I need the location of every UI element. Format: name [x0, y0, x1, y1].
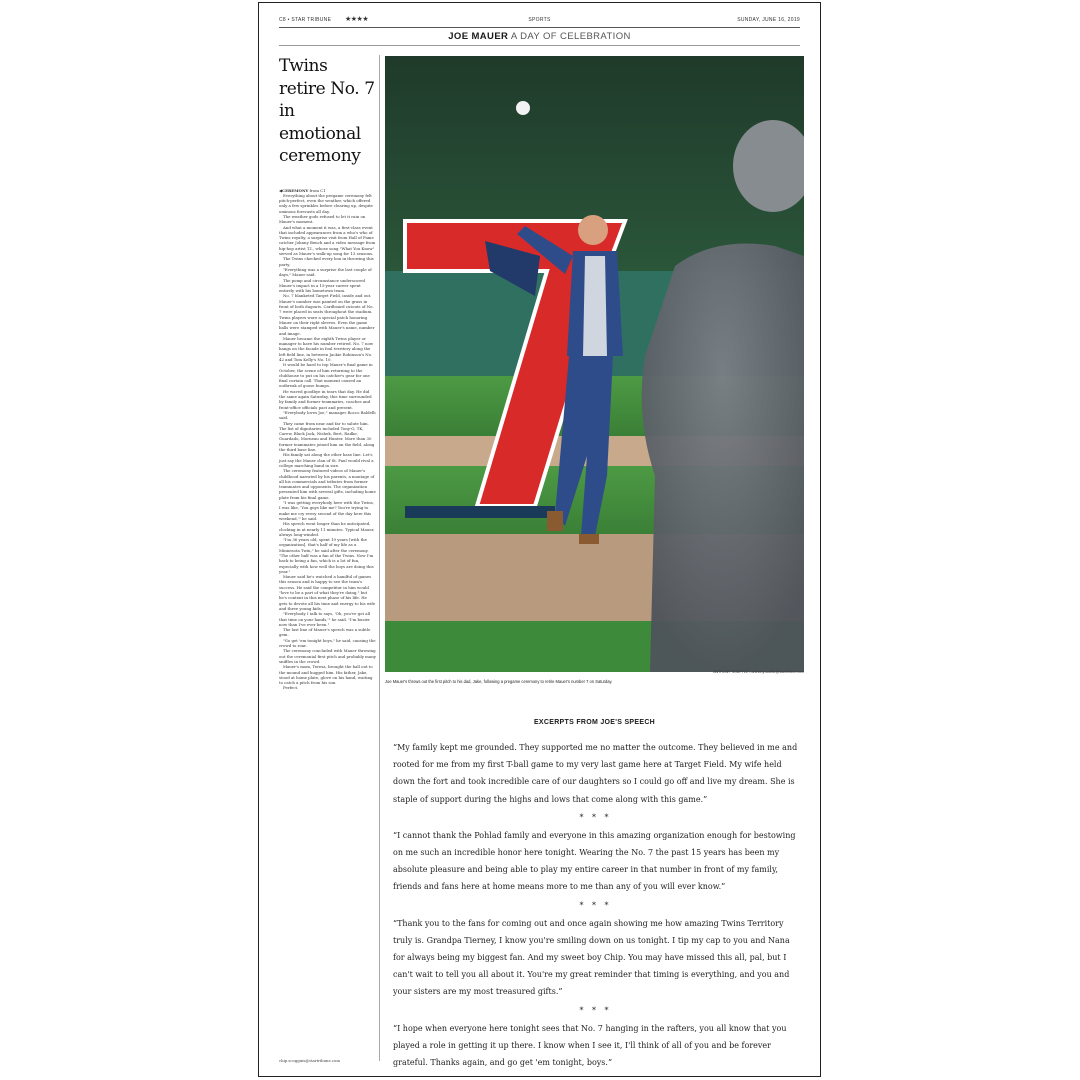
top-rule	[279, 27, 800, 28]
photo-credit: ANTHONY SOUFFLE • anthony.souffle@startribune.com	[713, 670, 804, 674]
story-paragraph: Mauer's mom, Teresa, brought the ball out to the mound and hugged him. His father, Jake, stood at home plate, glove on his hand, waiting to catch a pitch from his son.	[279, 664, 373, 686]
story-paragraph: The pomp and circumstance underscored Mauer's impact in a 15-year career spent entirely with his hometown team.	[279, 277, 366, 294]
excerpt-separator: * * *	[579, 812, 612, 822]
folio-line	[279, 17, 800, 27]
story-paragraph: The Twins checked every box in throwing this party.	[279, 256, 374, 267]
edition-stars: ★★★★	[345, 16, 369, 23]
excerpt-quote: “I cannot thank the Pohlad family and everyone in this amazing organization enough for bestowing on me such an incredible honor here tonight. Wearing the No. 7 the past 15 years has been my absolute pleasure and being able to play my entire career in that number in front of my family, friends and fans here at home means more to me than any of you will ever know.”	[393, 830, 796, 892]
story-paragraph: He waved goodbye in tears that day. He did the same again Saturday, this time surrounded by family and former teammates, coaches and front-office officials past and present.	[279, 388, 372, 410]
excerpt-quote: “I hope when everyone here tonight sees that No. 7 hanging in the rafters, you all know that you played a role in getting it up there. I know when I see it, I'll think of all of you and be forever grateful. Thanks again, and go get 'em tonight, boys.”	[393, 1023, 787, 1068]
story-paragraph: The ceremony concluded with Mauer throwing out the ceremonial first pitch and probably many sniffles in the crowd.	[279, 648, 376, 664]
speech-excerpts	[393, 739, 798, 1071]
section-header	[279, 31, 800, 42]
dropline-label: ◀CEREMONY	[279, 187, 309, 193]
story-paragraph: "Go get 'em tonight boys," he said, causing the crowd to roar.	[279, 637, 376, 649]
main-photo	[385, 56, 804, 672]
header-rule	[279, 45, 800, 46]
page-number: C8 • STAR TRIBUNE	[279, 17, 332, 23]
story-paragraph: His family sat along the other base line. Let's just say the Mauer clan of St. Paul would rival a college marching band in size.	[279, 452, 374, 468]
story-paragraph: "Everybody I talk to says, 'Oh, you've got all that time on your hands,'" he said. "I'm busier now than I've ever been."	[279, 611, 371, 627]
story-paragraph: The last line of Mauer's speech was a subtle gem.	[279, 627, 371, 638]
story-body	[279, 188, 376, 691]
section-label: SPORTS	[528, 17, 551, 23]
excerpts-title: EXCERPTS FROM JOE'S SPEECH	[533, 719, 656, 726]
issue-date: SUNDAY, JUNE 16, 2019	[737, 17, 800, 23]
headline: Twins retire No. 7 in emotional ceremony	[279, 56, 375, 166]
story-paragraph: Everything about the pregame ceremony felt pitch-perfect, even the weather, which offered only a few sprinkles before clearing up, despite ominous forecasts all day.	[279, 192, 373, 214]
story-paragraph: His speech went longer than he anticipated, clocking in at nearly 11 minutes. Typical Mauer, always long-winded.	[279, 521, 375, 537]
excerpt-quote: “Thank you to the fans for coming out and once again showing me how amazing Twins Territory truly is. Grandpa Tierney, I know you're smiling down on us tonight. I tip my cap to you and Nana for always being my biggest fan. And my sweet boy Chip. You may have missed this all, pal, but I can't wait to tell you all about it. You're my great reminder that timing is everything, and you and your sisters are my most treasured gifts.”	[393, 918, 790, 997]
column-rule	[379, 55, 380, 1061]
excerpt-separator: * * *	[579, 900, 612, 910]
story-paragraph: Mauer became the eighth Twins player or manager to have his number retired. No. 7 now hangs on the facade in foul territory along the left field line, in between Jackie Robinson's No. 42 and Tom Kelly's No. 10.	[279, 335, 374, 362]
story-paragraph: No. 7 blanketed Target Field, inside and out. Mauer's number was painted on the grass in front of both dugouts. Cardboard cutouts of No. 7 were placed in seats throughout the stadium. Twins players wore a special patch honoring Mauer on their right sleeves. Even the game balls were stamped with Mauer's name, number and image.	[279, 293, 375, 336]
story-paragraph: And what a moment it was, a first-class event that included appearances from a who's who of Twins royalty, a surprise visit from Hall of Fame catcher Johnny Bench and a video message from hip-hop artist T.I., whose song "What You Know" served as Mauer's walk-up song for 13 seasons.	[279, 224, 376, 257]
newspaper-page	[258, 2, 821, 1077]
section-header-subtitle: A DAY OF CELEBRATION	[510, 31, 631, 42]
story-column	[279, 55, 376, 691]
excerpt-quote: “My family kept me grounded. They supported me no matter the outcome. They believed in me and rooted for me from my first T-ball game to my very last game here at Target Field. My wife held down the fort and took incredible care of our daughters so I could go off and live my dream. She is staple of support during the highs and lows that come along with this game.”	[393, 743, 798, 804]
story-paragraph: Perfect.	[283, 685, 299, 691]
story-paragraph: The weather gods refused to let it rain on Mauer's moment.	[279, 213, 366, 225]
story-paragraph: The ceremony featured videos of Mauer's childhood narrated by his parents, a montage of all his commercials and tributes from former teammates and opponents. The organization presented him with several gifts, including home plate from his final game.	[279, 468, 376, 500]
story-paragraph: Mauer said he's watched a handful of games this season and is happy to see the team's success. He said the competitor in him would "love to be a part of what they're doing," but he's content in this next phase of his life. He gets to devote all his time and energy to his wife and three young kids.	[279, 574, 376, 611]
story-paragraph: "Everything was a surprise the last couple of days," Mauer said.	[279, 266, 372, 278]
excerpt-separator: * * *	[579, 1005, 612, 1015]
story-paragraph: It would be hard to top Mauer's final game in October, the scene of him returning to the clubhouse to put on his catcher's gear for one final curtain call. That moment caused an outbreak of goose bumps.	[279, 362, 373, 389]
story-paragraph: "I was getting everybody here with the Twins, I was like, 'You guys like me? You're trying to make me cry every second of the day here this weekend,'" he said.	[279, 500, 374, 521]
photo-caption: Joe Mauer's throws out the first pitch to his dad, Jake, following a pregame ceremony to retire Mauer's number 7 on Saturday.	[385, 679, 613, 684]
story-paragraph: They came from near and far to salute him. The list of dignitaries included Tony-O, TK, Carew, Black Jack, Nishek, Bert, Radke, Guardado, Morneau and Hunter. More than 30 former teammates joined him on the field, along the third base line.	[279, 420, 375, 453]
author-email: chip.scoggins@startribune.com	[279, 1058, 340, 1063]
story-paragraph: "Everybody loves Joe," manager Rocco Baldelli said.	[279, 409, 376, 421]
story-paragraph: "I'm 36 years old, spent 19 years [with the organization], that's half of my life as a Minnesota Twin," he said after the ceremony. "The other half was a fan of the Twins. Now I'm back to being a fan, which is a lot of fun, especially with how well the boys are doing this year."	[279, 537, 374, 574]
section-header-name: JOE MAUER	[448, 31, 509, 42]
dropline-from: from C1	[309, 187, 326, 193]
baseball	[516, 101, 530, 115]
